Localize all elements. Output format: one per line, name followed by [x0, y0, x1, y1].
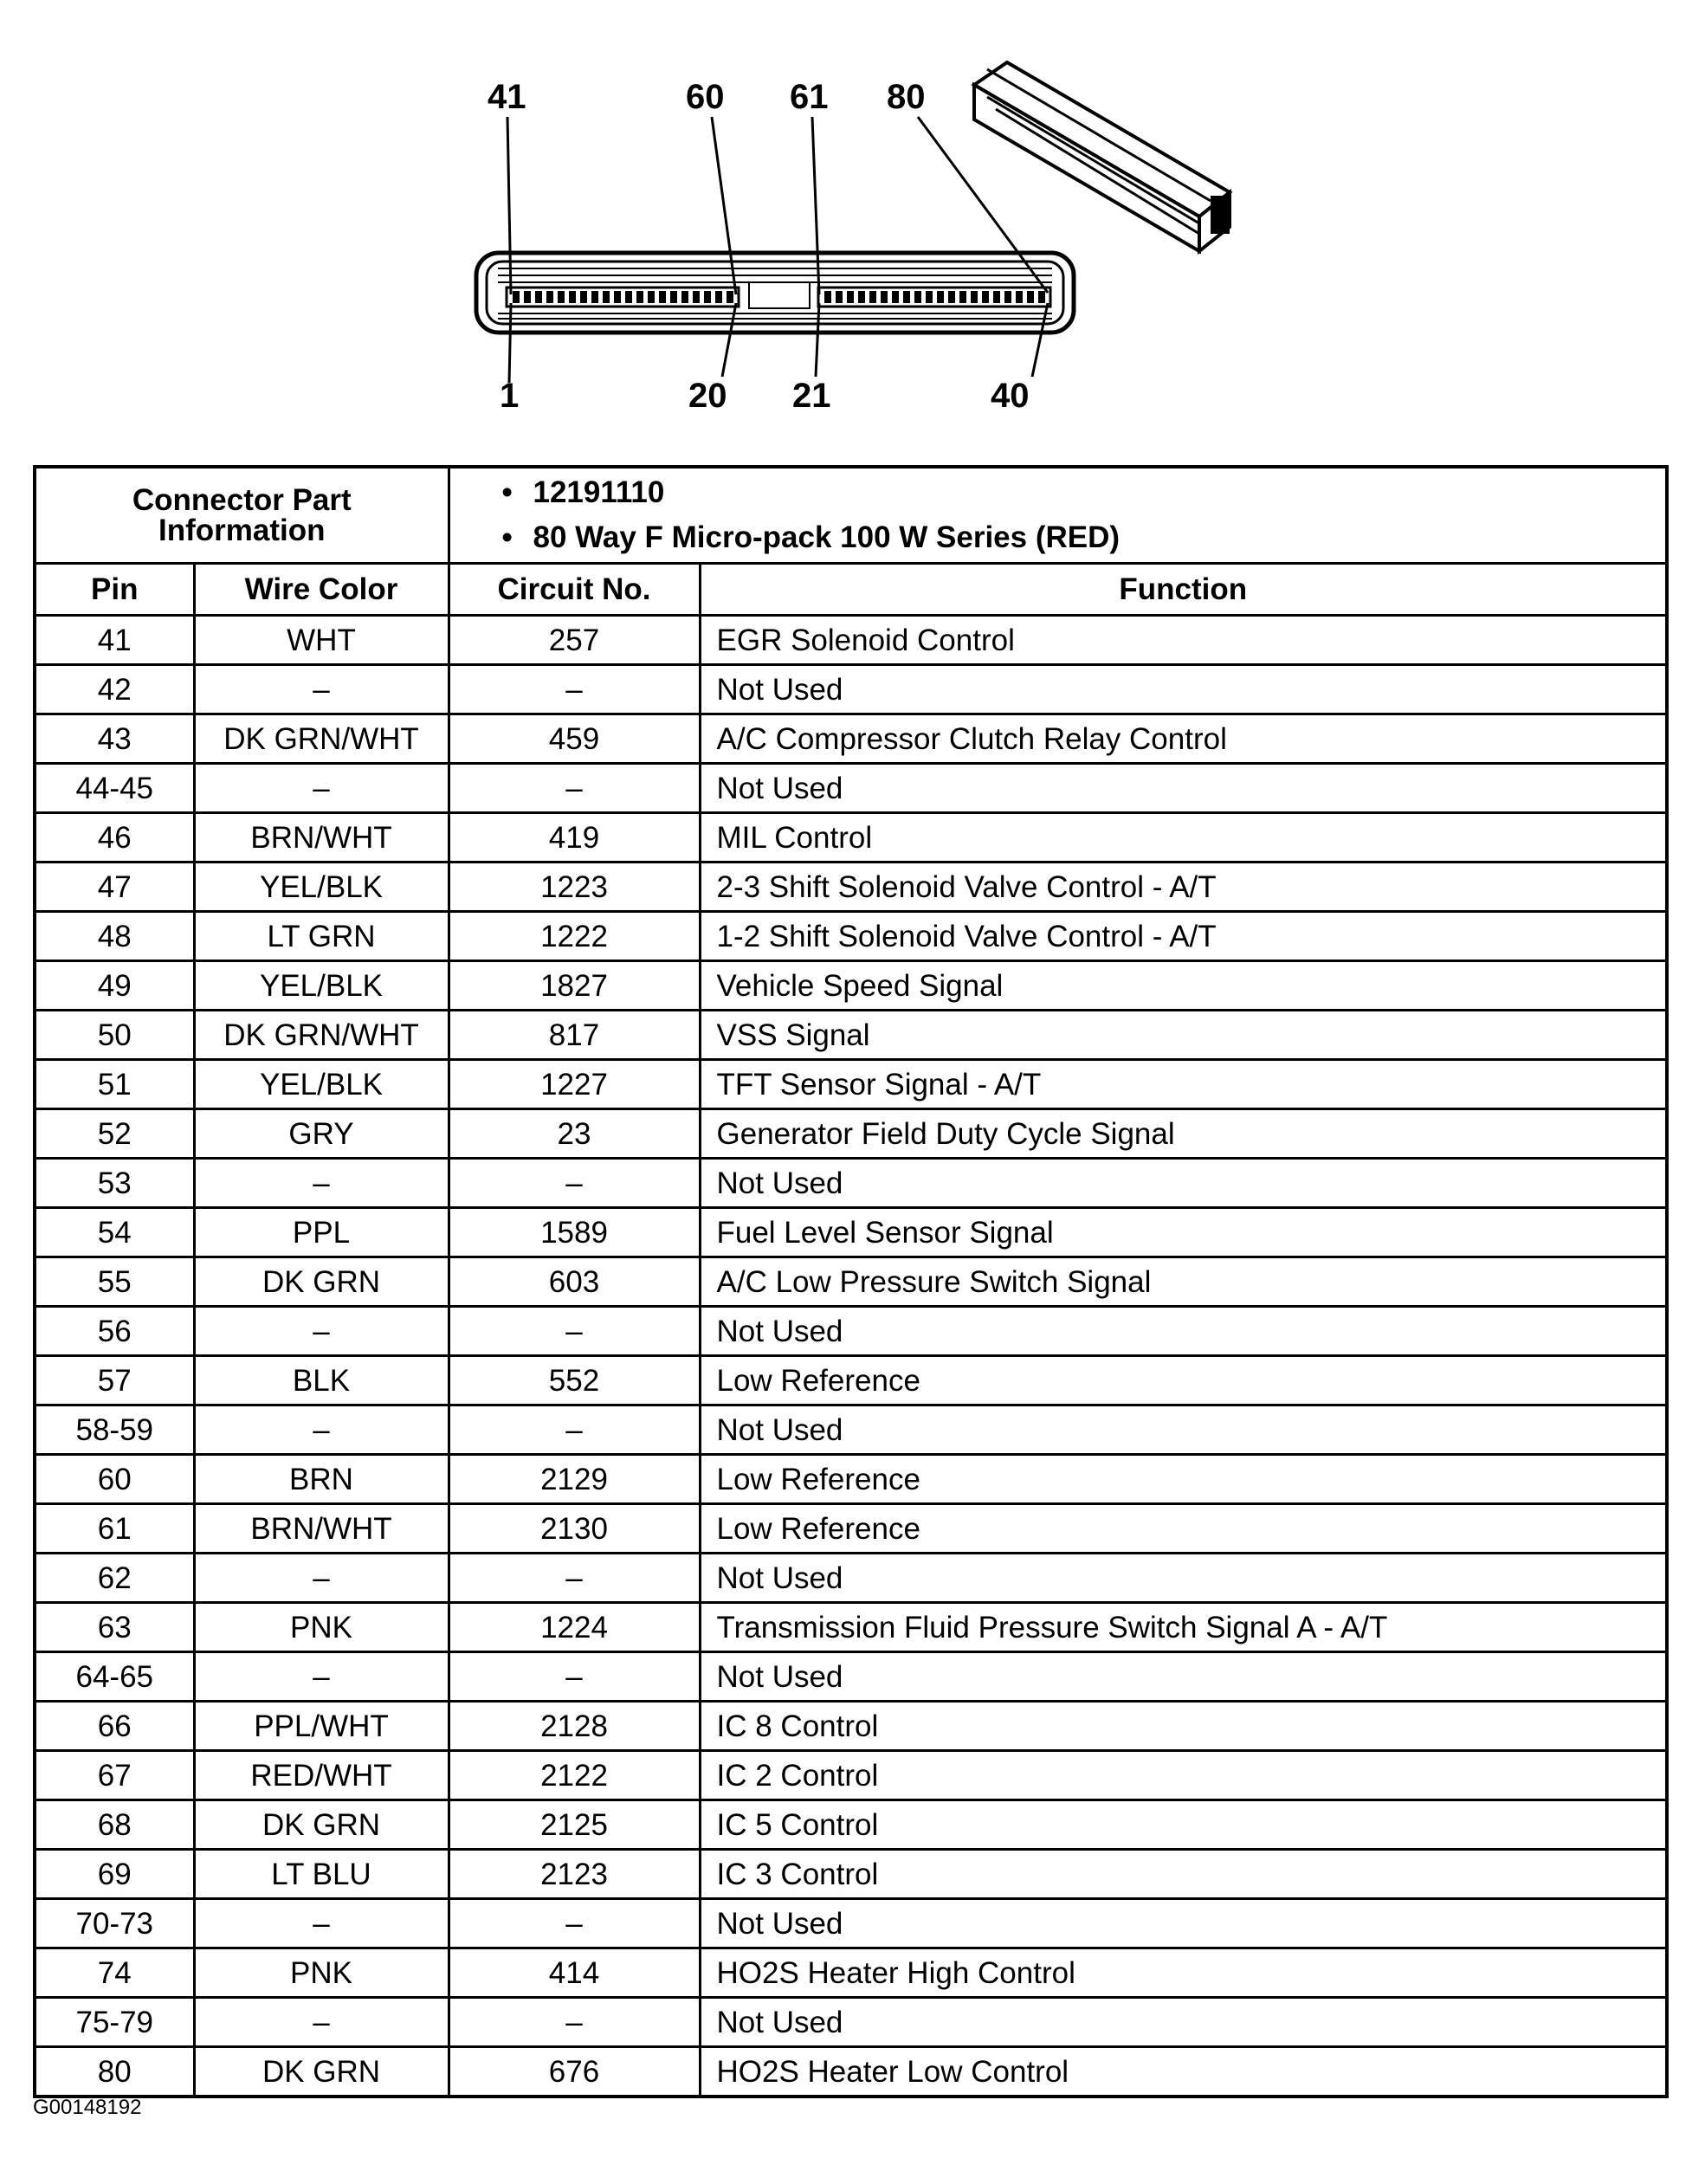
function-cell: IC 2 Control	[700, 1751, 1667, 1800]
wire-color-cell: –	[194, 1899, 449, 1948]
wire-color-cell: LT BLU	[194, 1850, 449, 1899]
pin-cell: 61	[35, 1504, 194, 1554]
pin-cell: 64-65	[35, 1652, 194, 1702]
wire-color-cell: DK GRN	[194, 1800, 449, 1850]
part-number: • 12191110	[501, 475, 665, 509]
connector-pin	[993, 291, 1000, 303]
circuit-no-cell: –	[449, 1307, 700, 1356]
connector-pin	[513, 291, 520, 303]
connector-part-details	[449, 467, 1667, 564]
connector-part-label	[35, 467, 449, 564]
pin-cell: 66	[35, 1702, 194, 1751]
function-cell: Not Used	[700, 1405, 1667, 1455]
pin-label-21: 21	[792, 377, 831, 415]
wire-color-cell: –	[194, 1652, 449, 1702]
function-cell: Not Used	[700, 764, 1667, 813]
circuit-no-cell: –	[449, 1159, 700, 1208]
connector-pin	[1038, 291, 1045, 303]
function-cell: 2-3 Shift Solenoid Valve Control - A/T	[700, 863, 1667, 912]
table-row	[35, 1257, 1667, 1307]
connector-perspective-icon	[974, 62, 1230, 251]
function-cell: IC 5 Control	[700, 1800, 1667, 1850]
table-header-row	[35, 564, 1667, 616]
circuit-no-cell: 2128	[449, 1702, 700, 1751]
pin-cell: 51	[35, 1060, 194, 1109]
connector-pin	[959, 291, 966, 303]
header-function: Function	[700, 564, 1667, 616]
connector-pin	[591, 291, 598, 303]
function-cell: 1-2 Shift Solenoid Valve Control - A/T	[700, 912, 1667, 961]
table-row	[35, 1850, 1667, 1899]
wire-color-cell: –	[194, 1159, 449, 1208]
connector-pin	[546, 291, 553, 303]
pin-cell: 41	[35, 616, 194, 665]
wire-color-cell: PNK	[194, 1603, 449, 1652]
wire-color-cell: DK GRN/WHT	[194, 714, 449, 764]
circuit-no-cell: –	[449, 1899, 700, 1948]
connector-pin	[1004, 291, 1011, 303]
circuit-no-cell: –	[449, 665, 700, 714]
wire-color-cell: GRY	[194, 1109, 449, 1159]
function-cell: VSS Signal	[700, 1011, 1667, 1060]
wire-color-cell: DK GRN/WHT	[194, 1011, 449, 1060]
connector-part-label-line2: Information	[158, 514, 326, 547]
function-cell: Not Used	[700, 1554, 1667, 1603]
table-row	[35, 961, 1667, 1011]
connector-pin	[836, 291, 843, 303]
table-row	[35, 714, 1667, 764]
wire-color-cell: –	[194, 1405, 449, 1455]
function-cell: HO2S Heater High Control	[700, 1948, 1667, 1998]
function-cell: HO2S Heater Low Control	[700, 2047, 1667, 2097]
connector-key	[749, 282, 810, 308]
figure-id: G00148192	[33, 2096, 142, 2119]
wire-color-cell: DK GRN	[194, 2047, 449, 2097]
wire-color-cell: BRN/WHT	[194, 1504, 449, 1554]
connector-pin	[948, 291, 955, 303]
connector-pin	[535, 291, 542, 303]
function-cell: Not Used	[700, 1652, 1667, 1702]
circuit-no-cell: 459	[449, 714, 700, 764]
pin-cell: 55	[35, 1257, 194, 1307]
connector-pin	[727, 291, 733, 303]
pin-cell: 75-79	[35, 1998, 194, 2047]
pin-cell: 58-59	[35, 1405, 194, 1455]
table-row	[35, 1159, 1667, 1208]
function-cell: Not Used	[700, 1998, 1667, 2047]
connector-pin	[869, 291, 876, 303]
wire-color-cell: YEL/BLK	[194, 863, 449, 912]
pin-cell: 68	[35, 1800, 194, 1850]
connector-pin	[971, 291, 978, 303]
connector-pin	[715, 291, 722, 303]
table-row	[35, 1455, 1667, 1504]
pin-label-80: 80	[887, 78, 926, 116]
table-row	[35, 1998, 1667, 2047]
connector-pin	[937, 291, 944, 303]
function-cell: Fuel Level Sensor Signal	[700, 1208, 1667, 1257]
pinout-table	[33, 465, 1669, 2098]
table-row	[35, 2047, 1667, 2097]
table-row	[35, 1554, 1667, 1603]
table-row	[35, 1405, 1667, 1455]
pin-cell: 74	[35, 1948, 194, 1998]
connector-pin	[524, 291, 531, 303]
wire-color-cell: –	[194, 764, 449, 813]
connector-pin	[914, 291, 921, 303]
circuit-no-cell: 414	[449, 1948, 700, 1998]
pin-label-60: 60	[686, 78, 725, 116]
circuit-no-cell: 552	[449, 1356, 700, 1405]
table-row	[35, 665, 1667, 714]
circuit-no-cell: 1222	[449, 912, 700, 961]
function-cell: Low Reference	[700, 1455, 1667, 1504]
wire-color-cell: PPL/WHT	[194, 1702, 449, 1751]
function-cell: Not Used	[700, 1159, 1667, 1208]
connector-pin	[569, 291, 576, 303]
table-row	[35, 863, 1667, 912]
connector-pin	[558, 291, 565, 303]
circuit-no-cell: 2123	[449, 1850, 700, 1899]
function-cell: Generator Field Duty Cycle Signal	[700, 1109, 1667, 1159]
header-wire-color: Wire Color	[194, 564, 449, 616]
connector-part-label-line1: Connector Part	[132, 483, 352, 517]
connector-pin	[659, 291, 666, 303]
table-row	[35, 764, 1667, 813]
circuit-no-cell: –	[449, 1405, 700, 1455]
table-row	[35, 1652, 1667, 1702]
header-pin: Pin	[35, 564, 194, 616]
pin-cell: 42	[35, 665, 194, 714]
pin-cell: 80	[35, 2047, 194, 2097]
pin-cell: 67	[35, 1751, 194, 1800]
table-row	[35, 912, 1667, 961]
connector-drawing	[0, 0, 1705, 433]
function-cell: Low Reference	[700, 1356, 1667, 1405]
wire-color-cell: –	[194, 665, 449, 714]
table-row	[35, 813, 1667, 863]
pin-cell: 70-73	[35, 1899, 194, 1948]
table-row	[35, 1504, 1667, 1554]
pin-cell: 48	[35, 912, 194, 961]
connector-pin	[603, 291, 610, 303]
circuit-no-cell: 257	[449, 616, 700, 665]
circuit-no-cell: –	[449, 1554, 700, 1603]
function-cell: Transmission Fluid Pressure Switch Signal A - A/T	[700, 1603, 1667, 1652]
wire-color-cell: DK GRN	[194, 1257, 449, 1307]
circuit-no-cell: 1224	[449, 1603, 700, 1652]
function-cell: Vehicle Speed Signal	[700, 961, 1667, 1011]
table-row	[35, 1109, 1667, 1159]
connector-pin	[1027, 291, 1034, 303]
wire-color-cell: YEL/BLK	[194, 1060, 449, 1109]
pin-cell: 56	[35, 1307, 194, 1356]
pin-cell: 60	[35, 1455, 194, 1504]
connector-pin	[681, 291, 688, 303]
circuit-no-cell: 419	[449, 813, 700, 863]
circuit-no-cell: –	[449, 1998, 700, 2047]
connector-diagram	[0, 0, 1705, 433]
function-cell: Not Used	[700, 1307, 1667, 1356]
pin-cell: 52	[35, 1109, 194, 1159]
wire-color-cell: BLK	[194, 1356, 449, 1405]
pin-label-61: 61	[790, 78, 829, 116]
wire-color-cell: BRN/WHT	[194, 813, 449, 863]
wire-color-cell: YEL/BLK	[194, 961, 449, 1011]
function-cell: EGR Solenoid Control	[700, 616, 1667, 665]
pin-cell: 46	[35, 813, 194, 863]
leader-lines	[507, 117, 1048, 383]
wire-color-cell: PNK	[194, 1948, 449, 1998]
table-row	[35, 1948, 1667, 1998]
connector-pin	[982, 291, 989, 303]
pin-cell: 43	[35, 714, 194, 764]
connector-pin	[1016, 291, 1023, 303]
circuit-no-cell: 603	[449, 1257, 700, 1307]
pin-label-20: 20	[688, 377, 727, 415]
circuit-no-cell: 2129	[449, 1455, 700, 1504]
wire-color-cell: LT GRN	[194, 912, 449, 961]
function-cell: Not Used	[700, 1899, 1667, 1948]
pin-label-41: 41	[488, 78, 526, 116]
connector-pin	[824, 291, 831, 303]
wire-color-cell: RED/WHT	[194, 1751, 449, 1800]
table-row	[35, 1702, 1667, 1751]
table-row	[35, 1899, 1667, 1948]
function-cell: A/C Low Pressure Switch Signal	[700, 1257, 1667, 1307]
circuit-no-cell: 2122	[449, 1751, 700, 1800]
connector-pin	[670, 291, 677, 303]
pin-label-40: 40	[991, 377, 1030, 415]
function-cell: IC 8 Control	[700, 1702, 1667, 1751]
pin-cell: 47	[35, 863, 194, 912]
function-cell: TFT Sensor Signal - A/T	[700, 1060, 1667, 1109]
pin-cell: 62	[35, 1554, 194, 1603]
table-row	[35, 1208, 1667, 1257]
connector-pin	[903, 291, 910, 303]
function-cell: Not Used	[700, 665, 1667, 714]
circuit-no-cell: 1227	[449, 1060, 700, 1109]
connector-pin	[858, 291, 865, 303]
function-cell: A/C Compressor Clutch Relay Control	[700, 714, 1667, 764]
connector-pin	[614, 291, 621, 303]
pin-cell: 53	[35, 1159, 194, 1208]
connector-pin	[580, 291, 587, 303]
pin-label-1: 1	[500, 377, 520, 415]
circuit-no-cell: 1589	[449, 1208, 700, 1257]
pin-cell: 49	[35, 961, 194, 1011]
function-cell: Low Reference	[700, 1504, 1667, 1554]
circuit-no-cell: 2130	[449, 1504, 700, 1554]
wire-color-cell: –	[194, 1554, 449, 1603]
wire-color-cell: PPL	[194, 1208, 449, 1257]
pin-cell: 54	[35, 1208, 194, 1257]
wire-color-cell: –	[194, 1998, 449, 2047]
connector-info-row	[35, 467, 1667, 564]
connector-pin	[648, 291, 655, 303]
pin-cell: 57	[35, 1356, 194, 1405]
connector-pin	[693, 291, 700, 303]
circuit-no-cell: 1223	[449, 863, 700, 912]
circuit-no-cell: 1827	[449, 961, 700, 1011]
circuit-no-cell: 2125	[449, 1800, 700, 1850]
connector-pin	[704, 291, 711, 303]
pin-cell: 50	[35, 1011, 194, 1060]
circuit-no-cell: 817	[449, 1011, 700, 1060]
table-row	[35, 1603, 1667, 1652]
table-row	[35, 616, 1667, 665]
circuit-no-cell: 676	[449, 2047, 700, 2097]
circuit-no-cell: 23	[449, 1109, 700, 1159]
function-cell: IC 3 Control	[700, 1850, 1667, 1899]
connector-pin	[892, 291, 899, 303]
connector-pin	[847, 291, 854, 303]
function-cell: MIL Control	[700, 813, 1667, 863]
wire-color-cell: –	[194, 1307, 449, 1356]
pin-cell: 63	[35, 1603, 194, 1652]
part-description: • 80 Way F Micro-pack 100 W Series (RED)	[501, 520, 1121, 554]
connector-pin	[881, 291, 888, 303]
table-row	[35, 1356, 1667, 1405]
circuit-no-cell: –	[449, 764, 700, 813]
table-row	[35, 1800, 1667, 1850]
wire-color-cell: BRN	[194, 1455, 449, 1504]
wire-color-cell: WHT	[194, 616, 449, 665]
table-row	[35, 1060, 1667, 1109]
table-row	[35, 1751, 1667, 1800]
connector-pin	[926, 291, 933, 303]
connector-pin	[636, 291, 643, 303]
pin-cell: 69	[35, 1850, 194, 1899]
table-row	[35, 1307, 1667, 1356]
pin-cell: 44-45	[35, 764, 194, 813]
connector-pin	[625, 291, 632, 303]
circuit-no-cell: –	[449, 1652, 700, 1702]
header-circuit-no: Circuit No.	[449, 564, 700, 616]
table-row	[35, 1011, 1667, 1060]
